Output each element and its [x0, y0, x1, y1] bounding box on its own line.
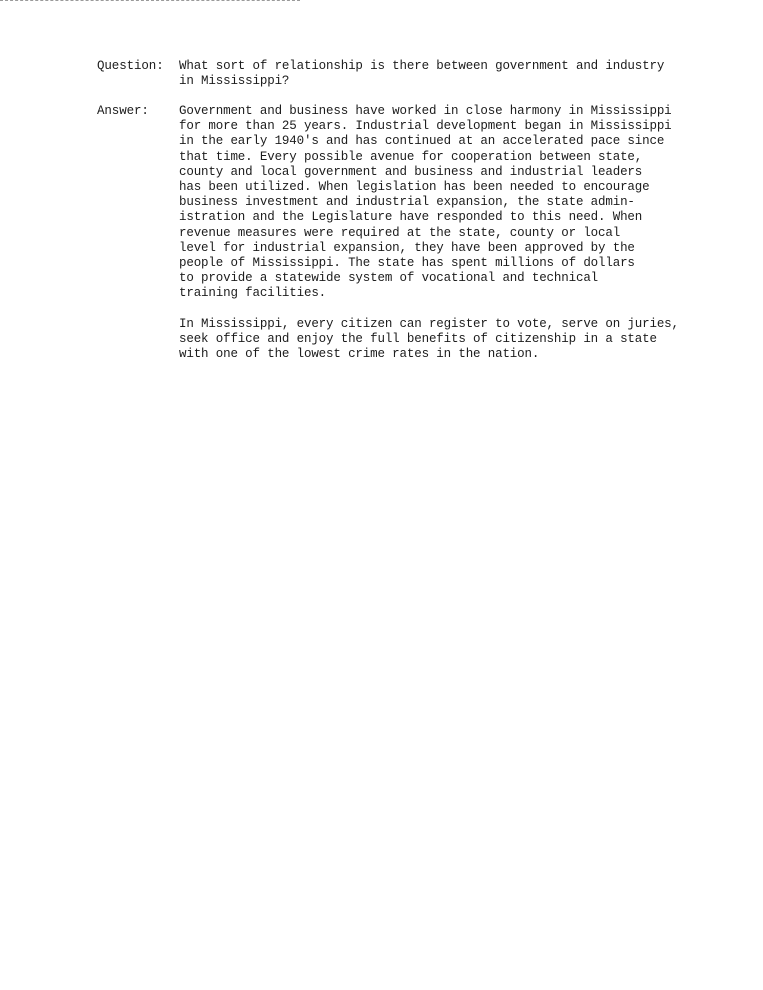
- question-text: What sort of relationship is there between government and industry in Mississippi?: [179, 59, 665, 89]
- answer-label: Answer:: [97, 104, 149, 118]
- top-edge-dashes: [0, 0, 300, 1]
- answer-block: [97, 104, 707, 362]
- question-block: [97, 59, 707, 89]
- answer-paragraph-1: Government and business have worked in close harmony in Mississippi for more than 25 years. Industrial development began in Mississippi in the early 1940's and has continued at an accelerated pace since that time. Every possible avenue for cooperation between state, county and local government and business and industrial leaders has been utilized. When legislation has been needed to encourage business investment and industrial expansion, the state admin- istration and the Legislature have responded to this need. When revenue measures were required at the state, county or local level for industrial expansion, they have been approved by the people of Mississippi. The state has spent millions of dollars to provide a statewide system of vocational and technical training facilities.: [179, 104, 672, 301]
- answer-paragraph-2: In Mississippi, every citizen can register to vote, serve on juries, seek office and enjoy the full benefits of citizenship in a state with one of the lowest crime rates in the nation.: [179, 316, 679, 362]
- question-label: Question:: [97, 59, 164, 73]
